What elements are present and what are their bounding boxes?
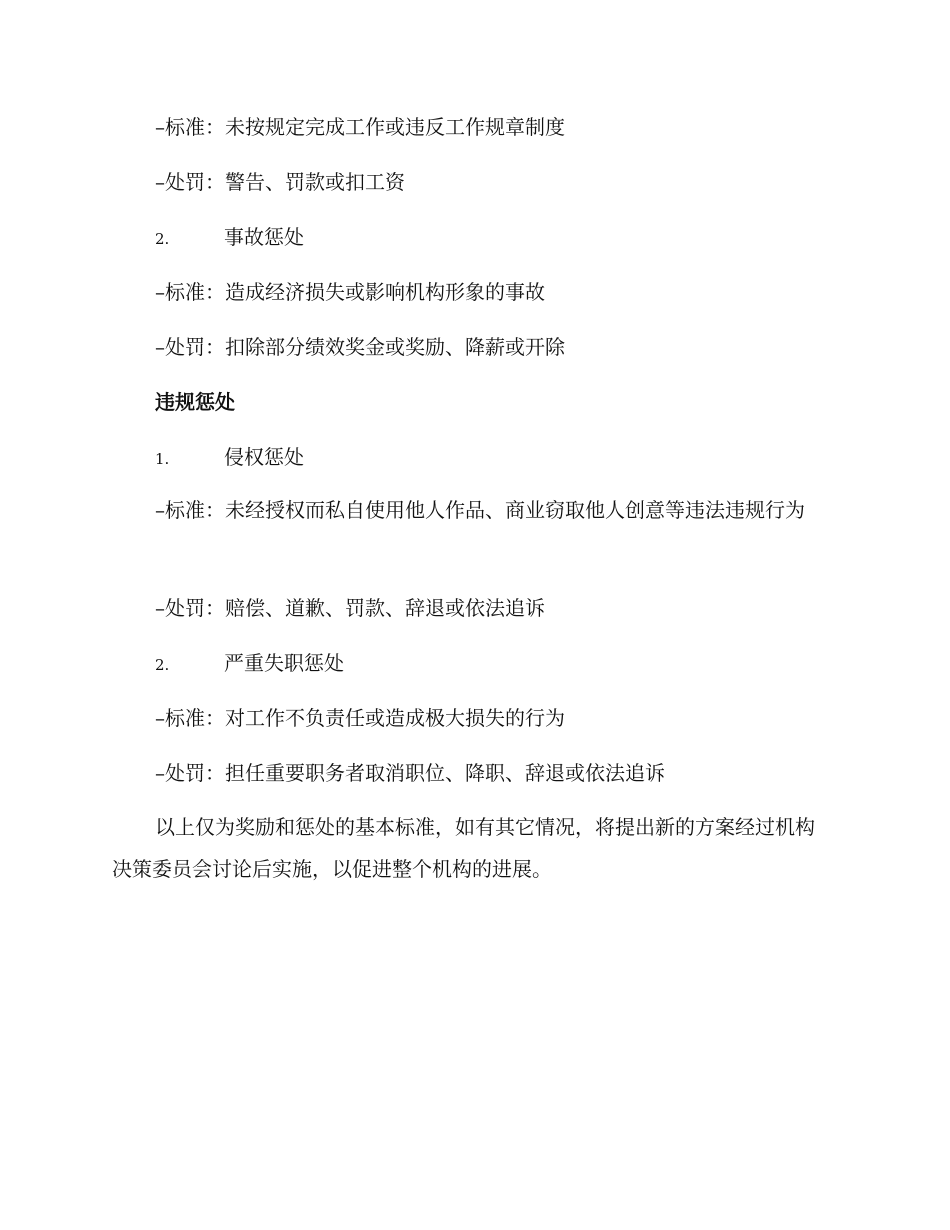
item-number: 2. bbox=[155, 656, 170, 674]
numbered-item-accident-penalty bbox=[155, 223, 304, 253]
item-title: 严重失职惩处 bbox=[224, 651, 344, 675]
accident-standard-line: –标准：造成经济损失或影响机构形象的事故 bbox=[155, 280, 545, 304]
item-title: 事故惩处 bbox=[224, 225, 304, 249]
dereliction-punishment-line: –处罚：担任重要职务者取消职位、降职、辞退或依法追诉 bbox=[155, 761, 665, 785]
infringement-punishment-line: –处罚：赔偿、道歉、罚款、辞退或依法追诉 bbox=[155, 596, 545, 620]
item-number: 2. bbox=[155, 230, 170, 248]
penalty-punishment-line: –处罚：警告、罚款或扣工资 bbox=[155, 170, 405, 194]
infringement-standard-paragraph: –标准：未经授权而私自使用他人作品、商业窃取他人创意等违法违规行为 bbox=[155, 498, 805, 522]
section-heading-violation-penalty: 违规惩处 bbox=[155, 390, 235, 414]
numbered-item-dereliction-penalty bbox=[155, 649, 344, 679]
numbered-item-infringement-penalty bbox=[155, 443, 304, 473]
closing-paragraph: 以上仅为奖励和惩处的基本标准，如有其它情况，将提出新的方案经过机构决策委员会讨论后实施，以促进整个机构的进展。 bbox=[112, 815, 815, 881]
penalty-standard-line: –标准：未按规定完成工作或违反工作规章制度 bbox=[155, 115, 565, 139]
item-title: 侵权惩处 bbox=[224, 445, 304, 469]
item-number: 1. bbox=[155, 450, 170, 468]
accident-punishment-line: –处罚：扣除部分绩效奖金或奖励、降薪或开除 bbox=[155, 335, 565, 359]
dereliction-standard-line: –标准：对工作不负责任或造成极大损失的行为 bbox=[155, 706, 565, 730]
